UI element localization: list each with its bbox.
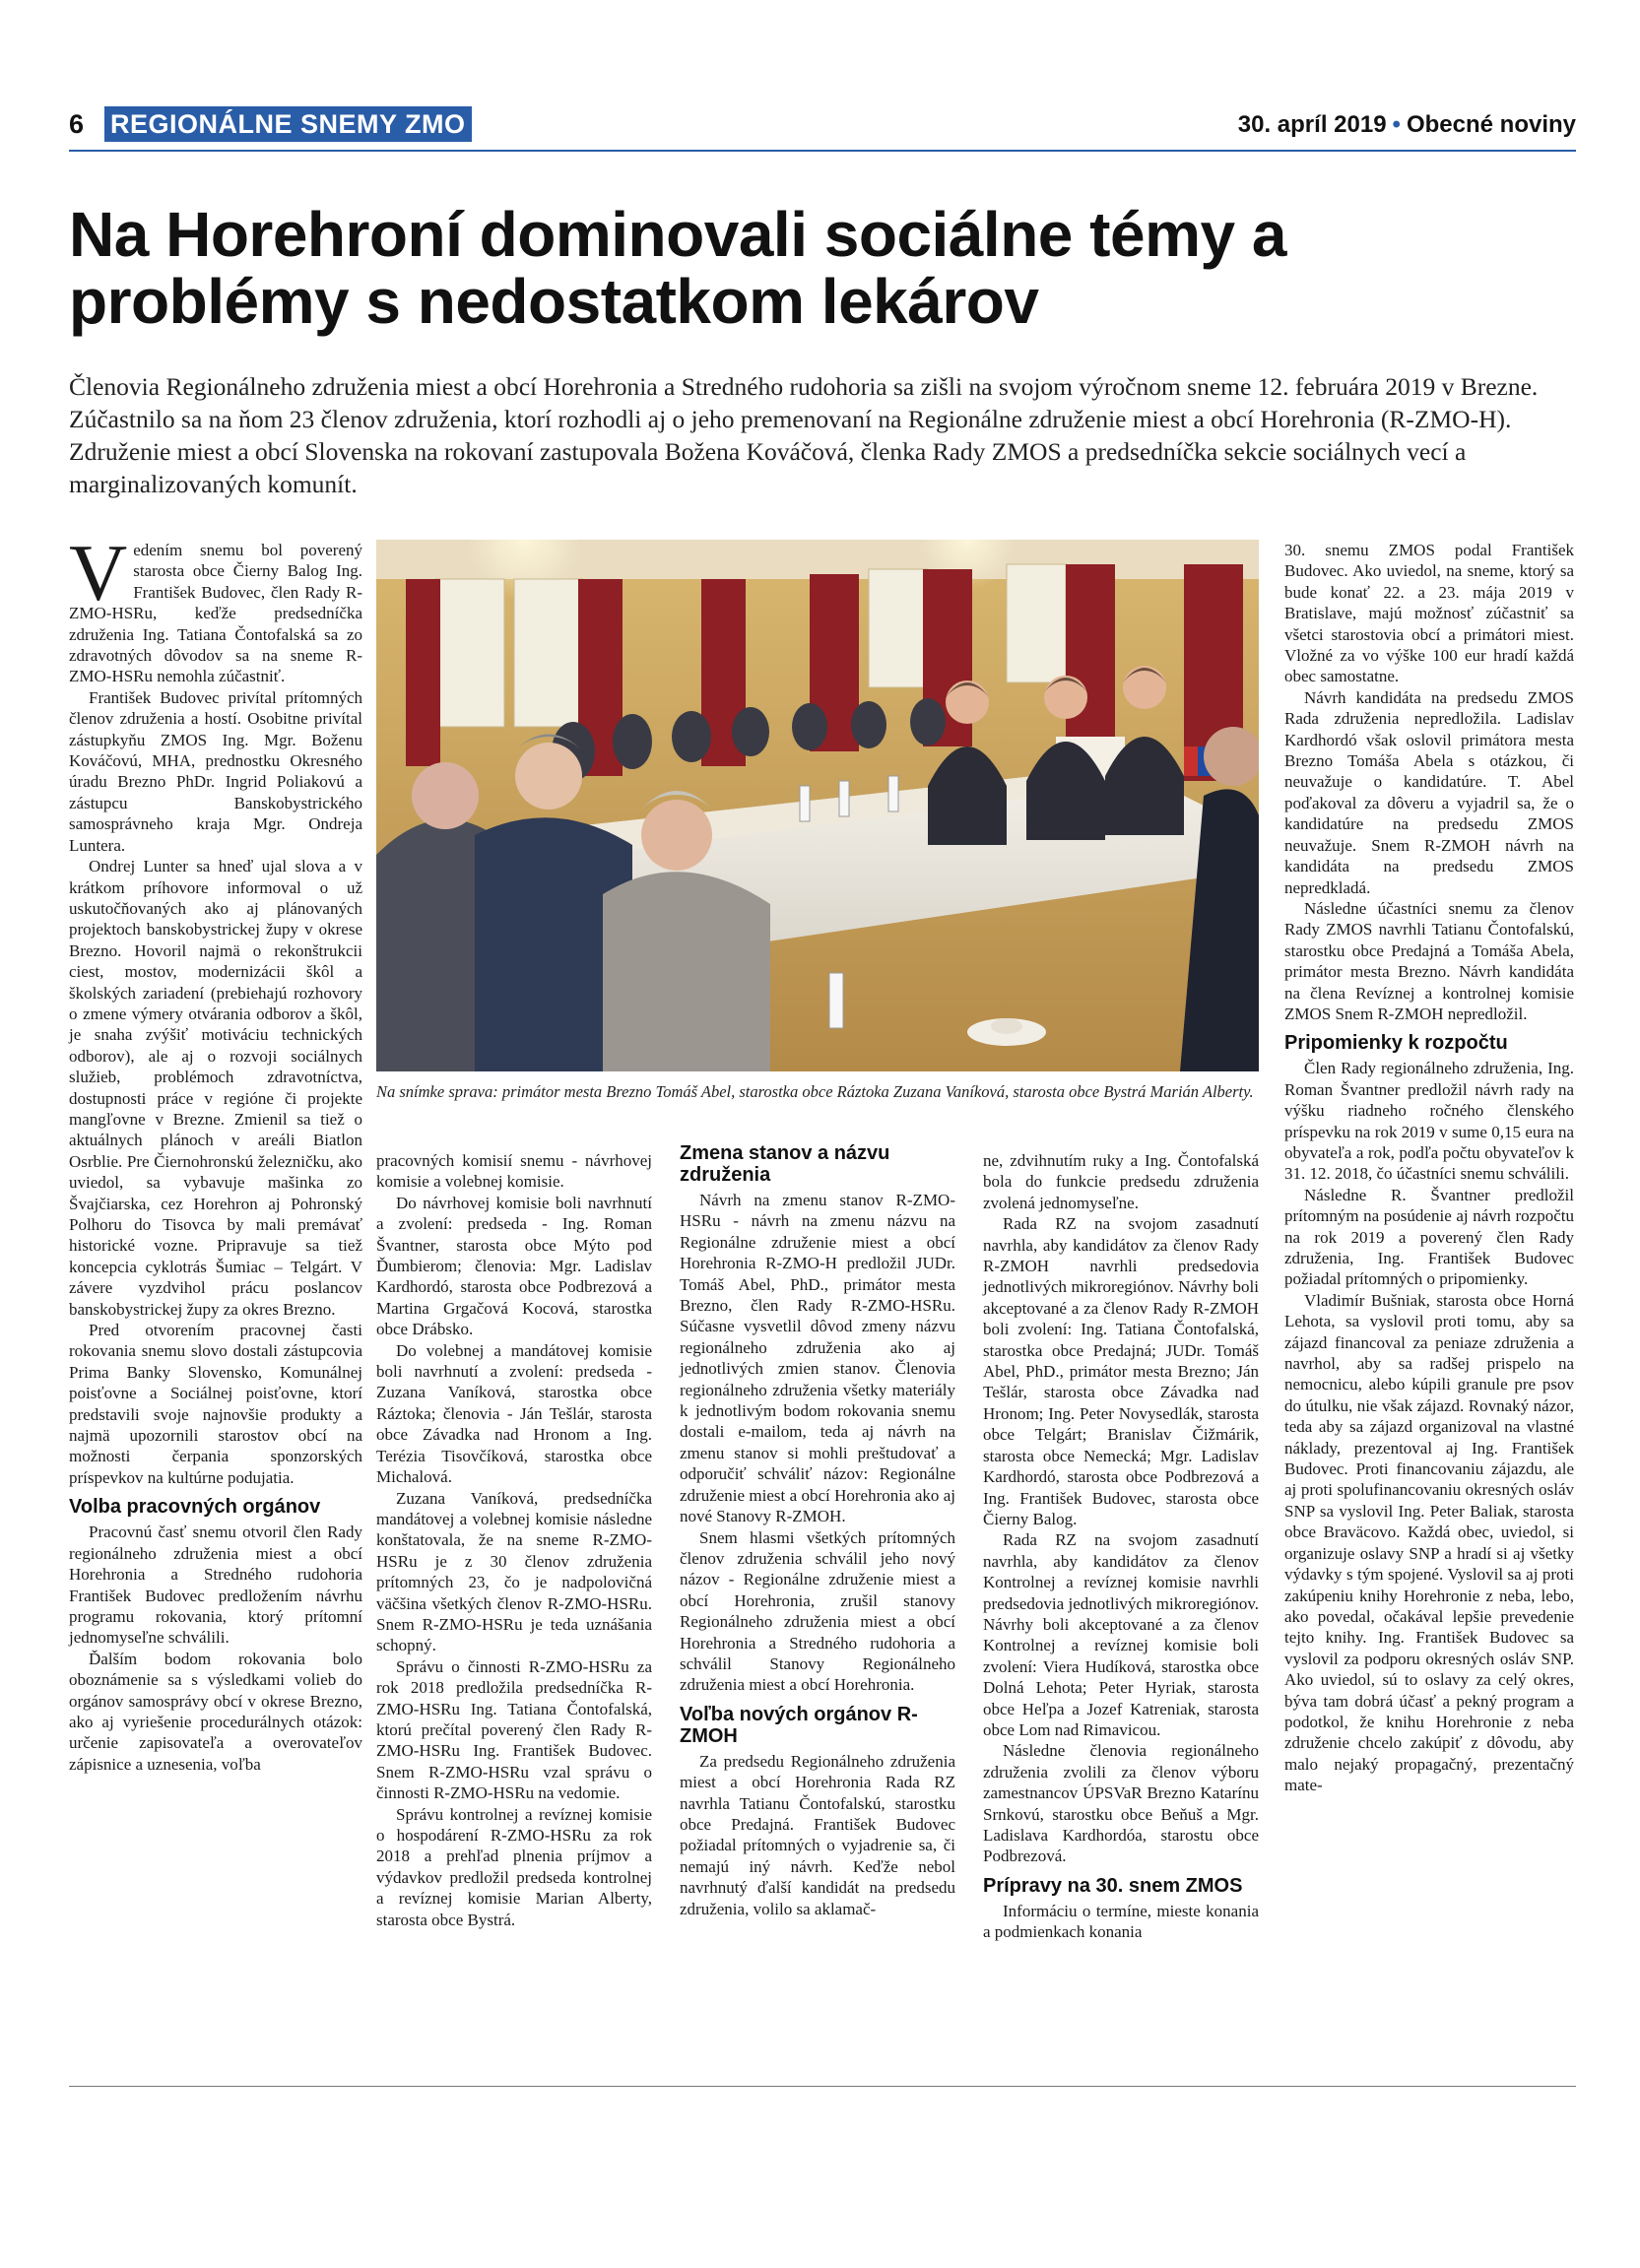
issue-info [1238,108,1576,142]
col4-paragraph-5: Informáciu o termíne, mieste konania a podmienkach konania [983,1901,1259,1942]
article-column-1 [69,528,362,1775]
col1-paragraph-2: František Budovec privítal prítomných členov združenia a hostí. Osobitne privítal zástupkyňu ZMOS Ing. Mgr. Boženu Kováčovú, MHA, prednostku Okresného úradu Brezno PhDr. Ingrid Poliakovú a zástupcu Banskobystrického samosprávneho kraja Mgr. Ondreja Luntera. [69,687,362,855]
col4-paragraph-2: Rada RZ na svojom zasadnutí navrhla, aby kandidátov za členov Rady R-ZMOH navrhli predsedovia jednotlivých mikroregiónov. Návrhy boli akceptované a za členov Rady R-ZMOH boli zvolení: Ing. Tatiana Čontofalská, starostka obce Predajná; JUDr. Tomáš Abel, PhD., primátor mesta Brezno; Ján Tešlár, starosta obce Závadka nad Hronom; Ing. Peter Novysedlák, starosta obce Telgárt; Branislav Čižmárik, starosta obce Nemecká; Mgr. Ladislav Kardhordó, starosta obce Podbrezová a Ing. František Budovec, starosta obce Čierny Balog. [983,1214,1259,1528]
col5-paragraph-6: Vladimír Bušniak, starosta obce Horná Lehota, sa vyslovil proti tomu, aby sa zájazd financoval za peniaze združenia a navrhol, aby sa radšej prispelo na nemocnicu, alebo kúpili granule pre psov do útulku, nie však zájazd. Rovnaký názor, teda aby sa zájazd organizoval na vlastné náklady, prezentoval aj Ing. František Budovec. Proti financovaniu zájazdu, ale aj proti spolufinancovaniu okresných osláv SNP sa vyslovil Ing. Peter Baliak, starosta obce Braväcovo. Každá obec, uviedol, si organizuje oslavy SNP a hradí si aj všetky výdavky s tým spojené. Vyslovil sa aj proti zakúpeniu knihy Horehronie z neba, lebo, ako povedal, očakával lepšie prevedenie tejto knihy. Ing. František Budovec sa vyslovil za podporu okresných osláv SNP. Ako uviedol, sú to oslavy za celý okres, býva tam dobrá účasť a pekný program a podotkol, že knihu Horehronie z neba združenie chcelo zakúpiť z dôvodu, aby malo nejaký propagačný, prezentačný mate- [1284,1290,1574,1795]
meeting-room-photo [376,540,1259,1071]
article-lead: Členovia Regionálneho združenia miest a obcí Horehronia a Stredného rudohoria sa zišli na svojom výročnom sneme 12. februára 2019 v Brezne. Zúčastnilo sa na ňom 23 členov združenia, ktorí rozhodli aj o jeho premenovaní na Regionálne združenie miest a obcí Horehronia (R-ZMO-H). Združenie miest a obcí Slovenska na rokovaní zastupovala Božena Kováčová, členka Rady ZMOS a predsedníčka sekcie sociálnych vecí a marginalizovaných komunít. [69,372,1539,498]
col2-paragraph-5: Správu o činnosti R-ZMO-HSRu za rok 2018 predložila predsedníčka R-ZMO-HSRu Ing. Tatiana Čontofalská, ktorú prečítal poverený člen Rady R-ZMO-HSRu Ing. František Budovec. Snem R-ZMO-HSRu vzal správu o činnosti R-ZMO-HSRu na vedomie. [376,1656,652,1803]
col1-subheading: Volba pracovných orgánov [69,1496,321,1519]
col5-subheading: Pripomienky k rozpočtu [1284,1032,1508,1055]
section-label: REGIONÁLNE SNEMY ZMO [104,106,472,142]
col3-paragraph-3: Za predsedu Regionálneho združenia miest a obcí Horehronia Rada RZ navrhla Tatianu Čontofalskú, starostku obce Predajná. František Budovec požiadal prítomných o vyjadrenie sa, či nemajú iný návrh. Keďže nebol navrhnutý ďalší kandidát na predsedu združenia, volilo sa aklamač- [680,1751,955,1918]
article-column-2 [376,1150,652,1930]
col2-paragraph-6: Správu kontrolnej a revíznej komisie o hospodárení R-ZMO-HSRu za rok 2018 a prehľad plnenia príjmov a výdavkov predložil predseda kontrolnej a revíznej komisie Marian Alberty, starosta obce Bystrá. [376,1804,652,1929]
col3-paragraph-2: Snem hlasmi všetkých prítomných členov združenia schválil jeho nový názov - Regionálne združenie miest a obcí Horehronia, zrušil stanovy Regionálneho združenia miest a obcí Horehronia a Stredného rudohoria a schválil Stanovy Regionálneho združenia miest a obcí Horehronia. [680,1527,955,1695]
article-column-5 [1284,540,1574,1796]
col5-paragraph-2: Návrh kandidáta na predsedu ZMOS Rada združenia nepredložila. Ladislav Kardhordó však oslovil primátora mesta Brezno Tomáša Abela s otázkou, či neuvažuje o kandidatúre. T. Abel poďakoval za dôveru a vyjadril sa, že o kandidatúre na predsedu ZMOS neuvažuje. Snem R-ZMOH návrh na kandidáta na predsedu ZMOS nepredkladá. [1284,687,1574,897]
drop-cap: V [69,528,128,617]
col5-paragraph-3: Následne účastníci snemu za členov Rady ZMOS navrhli Tatianu Čontofalskú, starostku obce Predajná a Tomáša Abela, primátor mesta Brezno. Návrh kandidáta na člena Revíznej a kontrolnej komisie ZMOS Snem R-ZMOH nepredložil. [1284,898,1574,1023]
col1-paragraph-5: Pracovnú časť snemu otvoril člen Rady regionálneho združenia miest a obcí Horehronia a Stredného rudohoria František Budovec predložením návrhu programu rokovania, ktorý prítomní jednomyseľne schválili. [69,1523,362,1648]
col4-paragraph-3: Rada RZ na svojom zasadnutí navrhla, aby kandidátov za členov Kontrolnej a revíznej komisie navrhli predsedovia jednotlivých mikroregiónov. Návrhy boli akceptované a za členov Kontrolnej a revíznej komisie boli zvolení: Viera Hudíková, starostka obce Dolná Lehota; Peter Hyriak, starosta obce Heľpa a Jozef Katreniak, starosta obce Lom nad Rimavicou. [983,1530,1259,1739]
publication-name: Obecné noviny [1406,111,1576,138]
col1-paragraph-1: Vedením snemu bol poverený starosta obce Čierny Balog Ing. František Budovec, člen Rady R-ZMO-HSRu, keďže predsedníčka združenia Ing. Tatiana Čontofalská sa zo zdravotných dôvodov sa na sneme R-ZMO-HSRu nemohla zúčastniť. [69,528,362,686]
col2-paragraph-1: pracovných komisií snemu - návrhovej komisie a volebnej komisie. [376,1151,652,1192]
col4-subheading: Prípravy na 30. snem ZMOS [983,1874,1243,1897]
article-headline: Na Horehroní dominovali sociálne témy a problémy s nedostatkom lekárov [69,199,1286,337]
col1-paragraph-6: Ďalším bodom rokovania bolo oboznámenie sa s výsledkami volieb do orgánov samosprávy obcí v okrese Brezno, ako aj vyriešenie procedurálnych otázok: určenie zapisovateľa a overovateľov zápisnice a uznesenia, voľba [69,1649,362,1774]
bottom-rule [69,2086,1576,2087]
col3-subheading-2: Voľba nových orgánov R-ZMOH [680,1703,918,1747]
col5-paragraph-4: Člen Rady regionálneho združenia, Ing. Roman Švantner predložil návrh rady na výšku riadneho ročného členského príspevku na rok 2019 v sume 0,15 eura na obyvateľa a rok, podľa počtu obyvateľov k 31. 12. 2018, čo účastníci snemu schválili. [1284,1059,1574,1184]
col2-paragraph-3: Do volebnej a mandátovej komisie boli navrhnutí a zvolení: predseda - Zuzana Vaníková, starostka obce Ráztoka; členovia - Ján Tešlár, starosta obce Závadka nad Hronom a Ing. Terézia Tisovčíková, starostka obce Michalová. [376,1340,652,1487]
page-header [69,106,1576,152]
col2-paragraph-2: Do návrhovej komisie boli navrhnutí a zvolení: predseda - Ing. Roman Švantner, starosta obce Mýto pod Ďumbierom; členovia: Mgr. Ladislav Kardhordó, starosta obce Podbrezová a Martina Grgačová Kocová, starostka obce Drábsko. [376,1193,652,1339]
page-number: 6 [69,109,85,139]
photo-caption: Na snímke sprava: primátor mesta Brezno Tomáš Abel, starostka obce Ráztoka Zuzana Vaníková, starosta obce Bystrá Marián Alberty. [376,1082,1254,1101]
article-photo [376,540,1259,1071]
col1-paragraph-3: Ondrej Lunter sa hneď ujal slova a v krátkom príhovore informoval o už uskutočňovaných ako aj plánovaných projektoch banskobystrickej župy v okrese Brezno. Hovoril najmä o rekonštrukcii ciest, mostov, modernizácii škôl a školských zariadení (prebiehajú rozhovory o zmene výmery otváraniа odborov a škôl, je snaha zvýšiť motiváciu technických odborov), ale aj o rozvoji sociálnych služieb, problémoch zdravotníctva, dostupnosti práce v regióne či projekte mangľovne v Brezne. Zmienil sa tiež o aktuálnych plánoch v areáli Biatlon Osrblie. Pre Čiernohronskú železničku, ako uviedol, sa vybavuje mašinka zo Švajčiarska, cez Horehron aj Pohronský Polhoru do Tisovca by mali premávať historické vozne. Pripravuje sa tiež koncepcia cyklotrás Šumiac – Telgárt. V závere vyzdvihol prácu poslancov banskobystrickej župy za okres Brezno. [69,857,362,1319]
article-column-4 [983,1150,1259,1943]
col5-paragraph-5: Následne R. Švantner predložil prítomným na posúdenie aj návrh rozpočtu na rok 2019 a poverený člen Rady združenia, Ing. František Budovec požiadal prítomných o pripomienky. [1284,1185,1574,1289]
col3-subheading-1: Zmena stanov a názvu združenia [680,1142,890,1186]
col1-paragraph-4: Pred otvorením pracovnej časti rokovania snemu slovo dostali zástupcovia Prima Banky Slovensko, Komunálnej poisťovne a Sociálnej poisťovne, ktorí predstavili svoje najnovšie produkty a najmä upozornili starostov obcí na možnosti čerpania sponzorských príspevkov na kultúrne podujatia. [69,1321,362,1487]
col5-paragraph-1: 30. snemu ZMOS podal František Budovec. Ako uviedol, na sneme, ktorý sa bude konať 22. a 23. mája 2019 v Bratislave, majú možnosť zúčastniť sa všetci starostovia obcí a primátori miest. Vložné za vo výške 100 eur hradí každá obec samostatne. [1284,541,1574,686]
col4-paragraph-1: ne, zdvihnutím ruky a Ing. Čontofalská bola do funkcie predsedu združenia zvolená jednomyseľne. [983,1151,1259,1212]
col4-paragraph-4: Následne členovia regionálneho združenia zvolili za členov výboru zamestnancov ÚPSVaR Brezno Katarínu Srnkovú, starostku obce Beňuš a Mgr. Ladislava Kardhordóa, starostu obce Podbrezová. [983,1741,1259,1866]
article-column-3 [680,1142,955,1919]
separator-dot: • [1392,111,1401,138]
col3-paragraph-1: Návrh na zmenu stanov R-ZMO-HSRu - návrh na zmenu názvu na Regionálne združenie miest a obcí Horehronia R-ZMO-H predložil JUDr. Tomáš Abel, PhD., primátor mesta Brezno, člen Rady R-ZMO-HSRu. Súčasne vysvetlil dôvod zmeny názvu regionálneho združenia ako aj jednotlivých zmien stanov. Členovia regionálneho združenia všetky materiály k jednotlivým bodom rokovania snemu dostali e-mailom, teda aj návrh na zmenu stanov si mohli preštudovať a odporučiť schváliť názov: Regionálne združenie miest a obcí Horehronia ako aj nové Stanovy R-ZMOH. [680,1191,955,1526]
col2-paragraph-4: Zuzana Vaníková, predsedníčka mandátovej a volebnej komisie následne konštatovala, že na sneme R-ZMO-HSRu je z 30 členov združenia prítomných 23, čo je nadpolovičná väčšina všetkých členov R-ZMO-HSRu. Snem R-ZMO-HSRu je teda uznášania schopný. [376,1488,652,1655]
issue-date: 30. apríl 2019 [1237,111,1387,138]
